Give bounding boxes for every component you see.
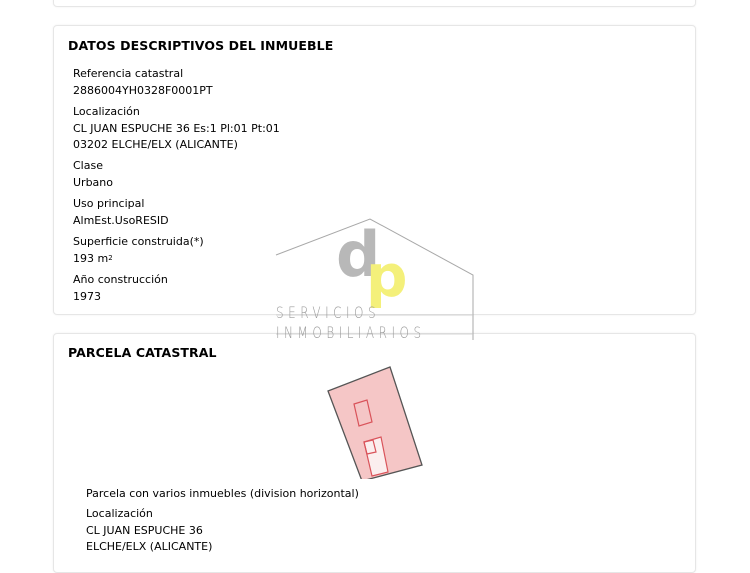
section-title: DATOS DESCRIPTIVOS DEL INMUEBLE — [68, 38, 334, 53]
superficie-field — [73, 234, 204, 267]
field-value — [73, 251, 204, 268]
field-value: 1973 — [73, 289, 101, 303]
clase-field — [73, 158, 113, 191]
field-value: AlmEst.UsoRESID — [73, 213, 169, 227]
field-value: Urbano — [73, 175, 113, 189]
logo-letter-p: p — [366, 242, 408, 310]
field-value-line2: 03202 ELCHE/ELX (ALICANTE) — [73, 138, 238, 151]
field-label: Localización — [86, 507, 153, 520]
field-label: Localización — [73, 105, 140, 118]
field-value: 2886004YH0328F0001PT — [73, 83, 213, 97]
field-label: Referencia catastral — [73, 67, 184, 80]
parcela-descripcion — [86, 486, 359, 503]
anio-construccion-field — [73, 272, 168, 305]
referencia-catastral-field — [73, 66, 213, 99]
logo-text-servicios: SERVICIOS — [276, 303, 381, 322]
field-value-line2: ELCHE/ELX (ALICANTE) — [86, 540, 213, 553]
field-label: Uso principal — [73, 197, 145, 210]
datos-descriptivos-card — [53, 25, 696, 315]
uso-principal-field — [73, 196, 169, 229]
parcela-localizacion-field — [86, 506, 212, 556]
superficie-unit-exponent: 2 — [108, 253, 113, 262]
field-label: Clase — [73, 159, 103, 172]
field-label: Año construcción — [73, 273, 168, 286]
superficie-value: 193 m — [73, 251, 109, 265]
localizacion-field — [73, 104, 280, 154]
parcel-map — [314, 364, 434, 479]
field-label: Superficie construida(*) — [73, 235, 204, 248]
previous-section-card — [53, 0, 696, 7]
field-value-line1: CL JUAN ESPUCHE 36 — [86, 523, 203, 537]
logo-text-inmobiliarios: INMOBILIARIOS — [276, 323, 426, 342]
field-value-line1: CL JUAN ESPUCHE 36 Es:1 Pl:01 Pt:01 — [73, 121, 280, 135]
parcela-catastral-card — [53, 333, 696, 573]
section-title: PARCELA CATASTRAL — [68, 345, 217, 360]
logo-letter-d: d — [336, 218, 381, 291]
parcela-description-text: Parcela con varios inmuebles (division horizontal) — [86, 487, 359, 500]
